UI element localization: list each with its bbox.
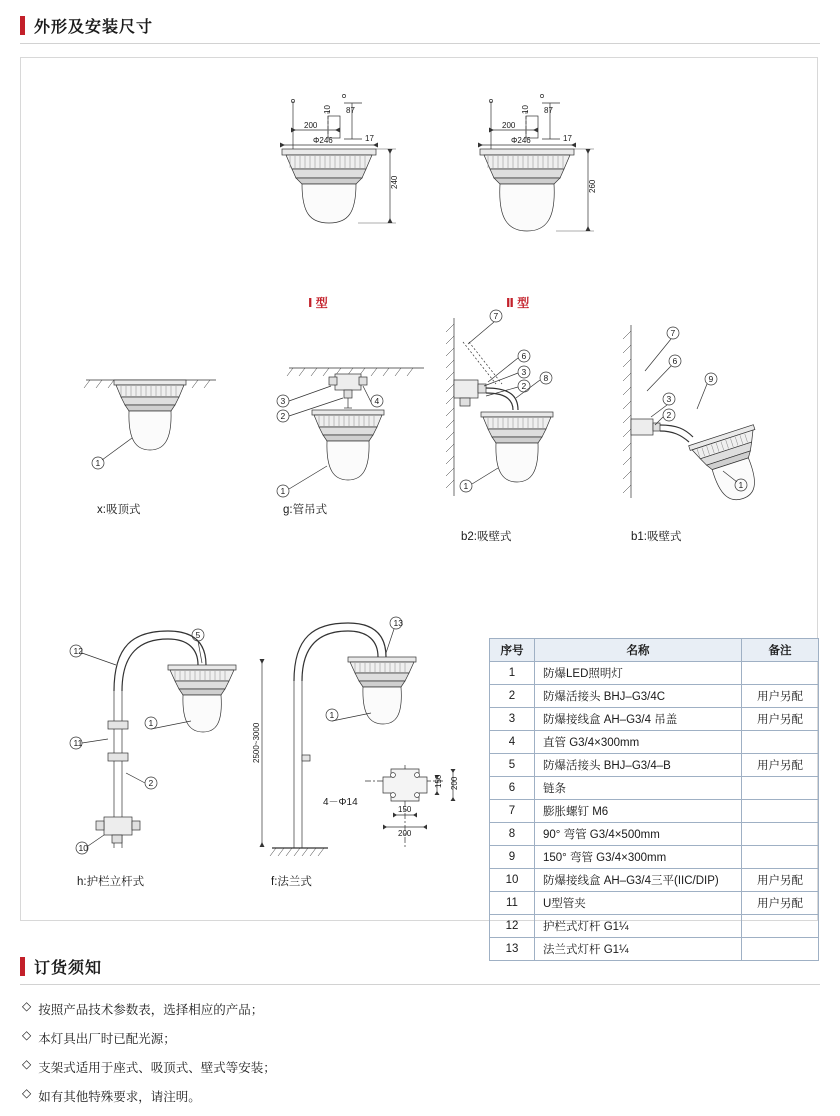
cell-remark [742,777,819,800]
cell-no: 11 [490,892,535,915]
svg-text:2: 2 [148,778,154,788]
svg-text:1: 1 [738,480,744,490]
svg-text:1: 1 [95,458,101,468]
svg-text:5: 5 [195,630,201,640]
note-text: 如有其他特殊要求，请注明。 [38,1090,201,1104]
dimensions-section-header [20,14,820,44]
parts-table [489,638,819,961]
header-no: 序号 [490,639,535,662]
svg-text:2: 2 [521,381,527,391]
svg-text:240: 240 [390,175,399,189]
table-row [490,800,819,823]
mount-b2-label: b2:吸壁式 [461,531,512,543]
cell-remark: 用户另配 [742,685,819,708]
cell-name: 防爆LED照明灯 [535,662,742,685]
cell-name: U型管夹 [535,892,742,915]
svg-text:87: 87 [346,106,355,115]
note-text: 本灯具出厂时已配光源； [38,1032,176,1046]
cell-name: 防爆接线盒 AH–G3/4三平(IIC/DIP) [535,869,742,892]
svg-text:200: 200 [398,829,412,838]
diamond-icon: ◇ [22,999,32,1013]
svg-text:11: 11 [73,738,83,748]
mount-b2-drawing [436,306,606,511]
svg-text:10: 10 [323,105,332,114]
cell-no: 9 [490,846,535,869]
svg-text:2: 2 [666,410,672,420]
order-section-header [20,955,820,985]
svg-text:3: 3 [521,367,527,377]
table-row [490,662,819,685]
mount-x-label: x:吸顶式 [97,504,141,516]
cell-no: 4 [490,731,535,754]
cell-no: 3 [490,708,535,731]
mount-h-label: h:护栏立杆式 [77,876,145,888]
cell-remark [742,731,819,754]
cell-no: 5 [490,754,535,777]
cell-no: 6 [490,777,535,800]
accent-bar [20,957,25,976]
table-row [490,892,819,915]
cell-name: 膨胀螺钉 M6 [535,800,742,823]
table-row [490,685,819,708]
svg-text:150: 150 [434,774,443,788]
cell-no: 12 [490,915,535,938]
type1-drawing [266,83,426,283]
svg-text:2500~3000: 2500~3000 [252,722,261,763]
svg-text:200: 200 [450,776,459,790]
section-title: 订货须知 [34,960,103,977]
svg-text:12: 12 [73,646,83,656]
mount-b1-label: b1:吸壁式 [631,531,682,543]
type1-label: Ⅰ 型 [308,296,328,310]
svg-text:6: 6 [521,351,527,361]
cell-no: 13 [490,938,535,961]
cell-remark: 用户另配 [742,708,819,731]
type2-label: Ⅱ 型 [506,296,530,310]
cell-name: 法兰式灯杆 G1¼ [535,938,742,961]
svg-text:10: 10 [78,843,88,853]
divider [20,984,820,985]
cell-name: 护栏式灯杆 G1¼ [535,915,742,938]
cell-name: 90° 弯管 G3/4×500mm [535,823,742,846]
dimensions-panel [20,57,818,956]
header-remark: 备注 [742,639,819,662]
divider [20,43,820,44]
table-row [490,754,819,777]
svg-text:9: 9 [708,374,714,384]
flange-plate-drawing [341,763,481,878]
note-text: 支架式适用于座式、吸顶式、壁式等安装； [38,1061,276,1075]
svg-text:8: 8 [543,373,549,383]
cell-name: 防爆接线盒 AH–G3/4 吊盖 [535,708,742,731]
accent-bar [20,16,25,35]
diamond-icon: ◇ [22,1086,32,1100]
cell-remark [742,800,819,823]
svg-text:6: 6 [672,356,678,366]
svg-text:7: 7 [493,311,499,321]
table-row [490,708,819,731]
table-row [490,915,819,938]
cell-no: 10 [490,869,535,892]
svg-text:7: 7 [670,328,676,338]
cell-remark [742,915,819,938]
svg-text:1: 1 [463,481,469,491]
svg-text:260: 260 [588,179,597,193]
cell-remark: 用户另配 [742,869,819,892]
note-text: 按照产品技术参数表，选择相应的产品； [38,1003,264,1017]
cell-name: 防爆活接头 BHJ–G3/4–B [535,754,742,777]
svg-text:1: 1 [329,710,335,720]
table-row [490,846,819,869]
list-item [22,1087,812,1105]
mount-b1-drawing [611,313,796,513]
type2-drawing [464,83,624,283]
cell-no: 1 [490,662,535,685]
cell-no: 8 [490,823,535,846]
cell-remark [742,823,819,846]
cell-name: 链条 [535,777,742,800]
mount-g-label: g:管吊式 [283,504,328,516]
diamond-icon: ◇ [22,1028,32,1042]
mount-f-label: f:法兰式 [271,876,312,888]
cell-remark [742,846,819,869]
svg-text:Φ246: Φ246 [511,136,531,145]
cell-remark: 用户另配 [742,892,819,915]
header-name: 名称 [535,639,742,662]
svg-text:1: 1 [148,718,154,728]
svg-text:1: 1 [280,486,286,496]
svg-text:13: 13 [393,618,403,628]
cell-name: 防爆活接头 BHJ–G3/4C [535,685,742,708]
list-item [22,1029,812,1047]
cell-remark [742,662,819,685]
svg-text:150: 150 [398,805,412,814]
table-row [490,869,819,892]
svg-text:3: 3 [280,396,286,406]
mount-h-drawing [56,603,241,863]
svg-text:200: 200 [304,121,318,130]
table-row [490,777,819,800]
svg-text:Φ246: Φ246 [313,136,333,145]
mount-x-drawing [76,358,226,498]
table-row [490,731,819,754]
table-row [490,823,819,846]
svg-text:87: 87 [544,106,553,115]
flange-hole-label: 4－Φ14 [323,797,358,808]
svg-text:3: 3 [666,394,672,404]
section-title: 外形及安装尺寸 [34,19,154,36]
list-item [22,1000,812,1018]
table-header-row [490,639,819,662]
order-notes-list [22,1000,812,1116]
svg-text:17: 17 [563,134,572,143]
list-item [22,1058,812,1076]
mount-g-drawing [259,346,429,501]
svg-text:4: 4 [374,396,380,406]
cell-remark: 用户另配 [742,754,819,777]
svg-text:200: 200 [502,121,516,130]
svg-text:2: 2 [280,411,286,421]
svg-text:17: 17 [365,134,374,143]
diamond-icon: ◇ [22,1057,32,1071]
svg-text:10: 10 [521,105,530,114]
cell-name: 150° 弯管 G3/4×300mm [535,846,742,869]
cell-name: 直管 G3/4×300mm [535,731,742,754]
cell-no: 7 [490,800,535,823]
cell-no: 2 [490,685,535,708]
